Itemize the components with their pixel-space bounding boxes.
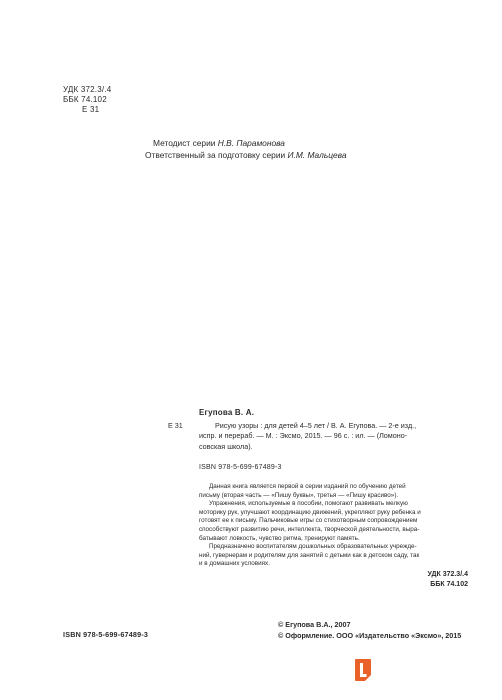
catalog-isbn: ISBN 978-5-699-67489-3 xyxy=(199,463,282,471)
classification-codes xyxy=(63,85,111,115)
series-credits xyxy=(145,137,347,161)
footer-isbn: ISBN 978-5-699-67489-3 xyxy=(63,630,149,639)
entry-line: совская школа). xyxy=(199,441,253,451)
copyright-block xyxy=(278,619,461,641)
annotation-line: ний, гувернерам и родителям для занятий с детьми как в детском саду, так xyxy=(199,551,420,559)
annotation-line: Данная книга является первой в серии изданий по обучению детей xyxy=(209,483,406,491)
entry-line: Рисую узоры : для детей 4–5 лет / В. А. Егупова. — 2-е изд., xyxy=(215,421,417,431)
catalog-entry xyxy=(168,421,470,452)
methodist-credit xyxy=(145,137,347,149)
methodist-label: Методист серии xyxy=(153,138,216,148)
annotation-line: Предназначено воспитателям дошкольных образовательных учрежде- xyxy=(209,543,417,551)
annotation-line: готовят ее к письму. Пальчиковые игры со стихотворным сопровождением xyxy=(199,517,418,525)
annotation-line: и в домашних условиях. xyxy=(199,560,270,568)
author-copyright: © Егупова В.А., 2007 xyxy=(278,620,351,629)
annotation-line: письму (вторая часть — «Пишу буквы», третья — «Пишу красиво»). xyxy=(199,491,399,499)
methodist-name: Н.В. Парамонова xyxy=(217,138,285,148)
responsible-label: Ответственный за подготовку серии xyxy=(145,150,286,160)
udk-code-right: УДК 372.3/.4 xyxy=(427,570,468,578)
annotation xyxy=(199,483,470,569)
catalog-record xyxy=(168,408,470,590)
author-mark: Е 31 xyxy=(82,105,100,114)
catalog-description xyxy=(199,421,470,452)
responsible-credit xyxy=(145,149,347,161)
annotation-line: способствуют развитию речи, интеллекта, творческой деятельности, выра- xyxy=(199,525,420,533)
annotation-line: моторику рук, улучшают координацию движений, укрепляют руку ребенка и xyxy=(199,508,421,516)
catalog-codes-right xyxy=(168,570,470,590)
catalog-code: Е 31 xyxy=(168,421,183,431)
bbk-code: ББК 74.102 xyxy=(63,95,107,104)
entry-line: испр. и перераб. — М. : Эксмо, 2015. — 96 с. : ил. — (Ломоно- xyxy=(199,431,408,441)
publisher-logo-icon xyxy=(355,659,371,681)
udk-code: УДК 372.3/.4 xyxy=(63,85,112,94)
annotation-line: батывают ловкость, чувство ритма, тренируют память. xyxy=(199,534,360,542)
logo-corner xyxy=(365,675,371,681)
bbk-code-right: ББК 74.102 xyxy=(430,580,468,588)
responsible-name: И.М. Мальцева xyxy=(287,150,347,160)
annotation-line: Упражнения, используемые в пособии, помогают развивать мелкую xyxy=(209,500,408,508)
catalog-author: Егупова В. А. xyxy=(199,408,255,417)
design-copyright: © Оформление. ООО «Издательство «Эксмо», 2015 xyxy=(278,631,462,640)
